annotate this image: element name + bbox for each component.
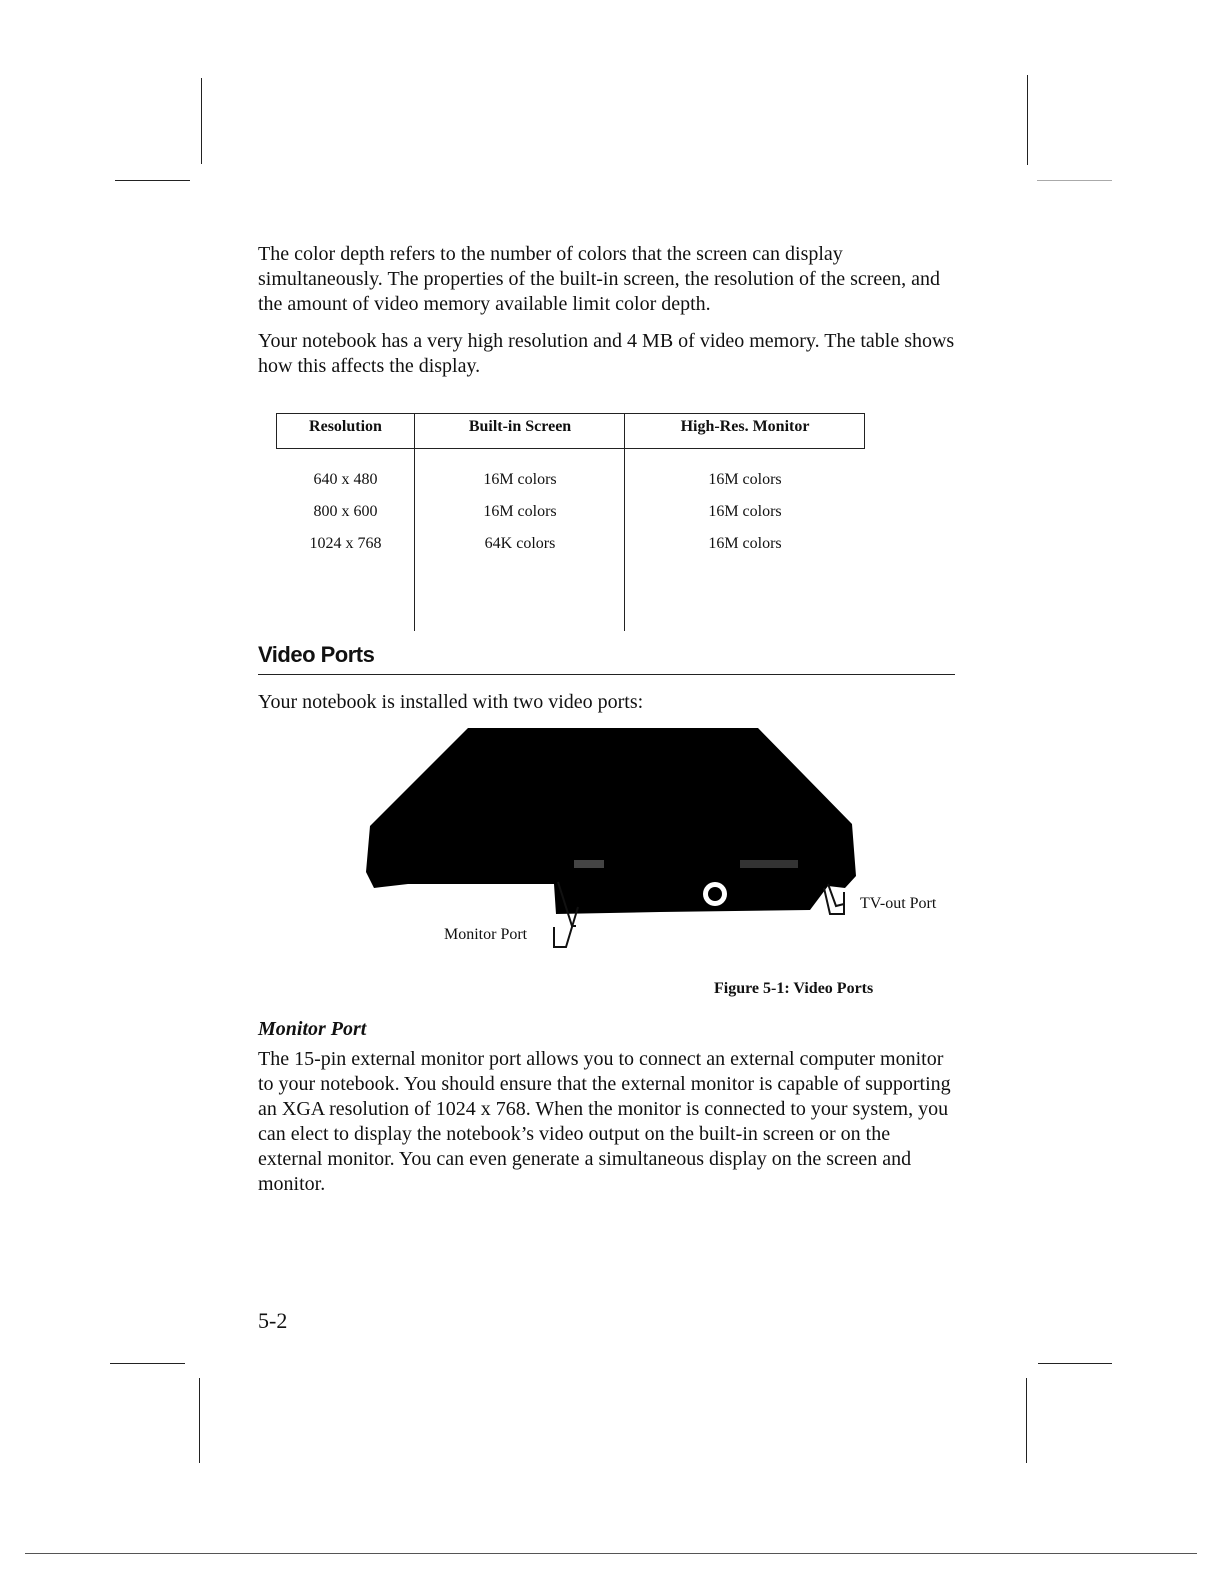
crop-mark (1038, 1363, 1112, 1364)
crop-mark (1037, 180, 1112, 181)
intro-paragraph-2: Your notebook has a very high resolution and 4 MB of video memory. The table shows how this affects the display. (258, 330, 955, 377)
cell-monitor: 16M colors (708, 471, 782, 488)
table-divider (414, 413, 415, 631)
monitor-port-heading: Monitor Port (258, 1018, 367, 1040)
section-title-video-ports: Video Ports (258, 642, 375, 667)
cell-monitor: 16M colors (708, 503, 782, 520)
cell-built-in: 16M colors (483, 503, 557, 520)
intro-paragraph-1: The color depth refers to the number of colors that the screen can display simultaneously. The properties of the built-in screen, the resolution of the screen, and the amount of video memory available limit color depth. (258, 243, 941, 315)
crop-mark (110, 1363, 185, 1364)
crop-mark (1027, 75, 1028, 165)
figure-caption: Figure 5-1: Video Ports (714, 980, 874, 997)
cell-monitor: 16M colors (708, 535, 782, 552)
page-number: 5-2 (258, 1308, 288, 1333)
crop-mark (201, 78, 202, 164)
header-high-res-monitor: High-Res. Monitor (680, 418, 810, 435)
scan-edge-line (25, 1553, 1197, 1554)
cell-built-in: 16M colors (483, 471, 557, 488)
video-ports-intro: Your notebook is installed with two video ports: (258, 691, 644, 713)
crop-mark (1026, 1378, 1027, 1463)
crop-mark (115, 180, 190, 181)
header-resolution: Resolution (309, 418, 382, 435)
cell-resolution: 640 x 480 (313, 471, 378, 488)
monitor-port-label: Monitor Port (444, 926, 528, 943)
cell-resolution: 1024 x 768 (309, 535, 382, 552)
crop-mark (199, 1378, 200, 1463)
table-divider (624, 413, 625, 631)
monitor-port-body: The 15-pin external monitor port allows you to connect an external computer monitor to your notebook. You should ensure that the external monitor is capable of supporting an XGA resolution of 1024 x 768. When the monitor is connected to your system, you can elect to display the notebook’s video output on the built-in screen or on the external monitor. You can even generate a simultaneous display on the screen and monitor. (258, 1048, 951, 1195)
tv-out-port-label: TV-out Port (860, 895, 937, 912)
monitor-port-callout-line (548, 905, 588, 955)
notebook-rear-illustration (360, 726, 860, 946)
header-built-in-screen: Built-in Screen (468, 418, 572, 435)
section-rule (258, 674, 955, 675)
cell-resolution: 800 x 600 (313, 503, 378, 520)
cell-built-in: 64K colors (484, 535, 556, 552)
tv-out-callout-line (822, 884, 852, 918)
